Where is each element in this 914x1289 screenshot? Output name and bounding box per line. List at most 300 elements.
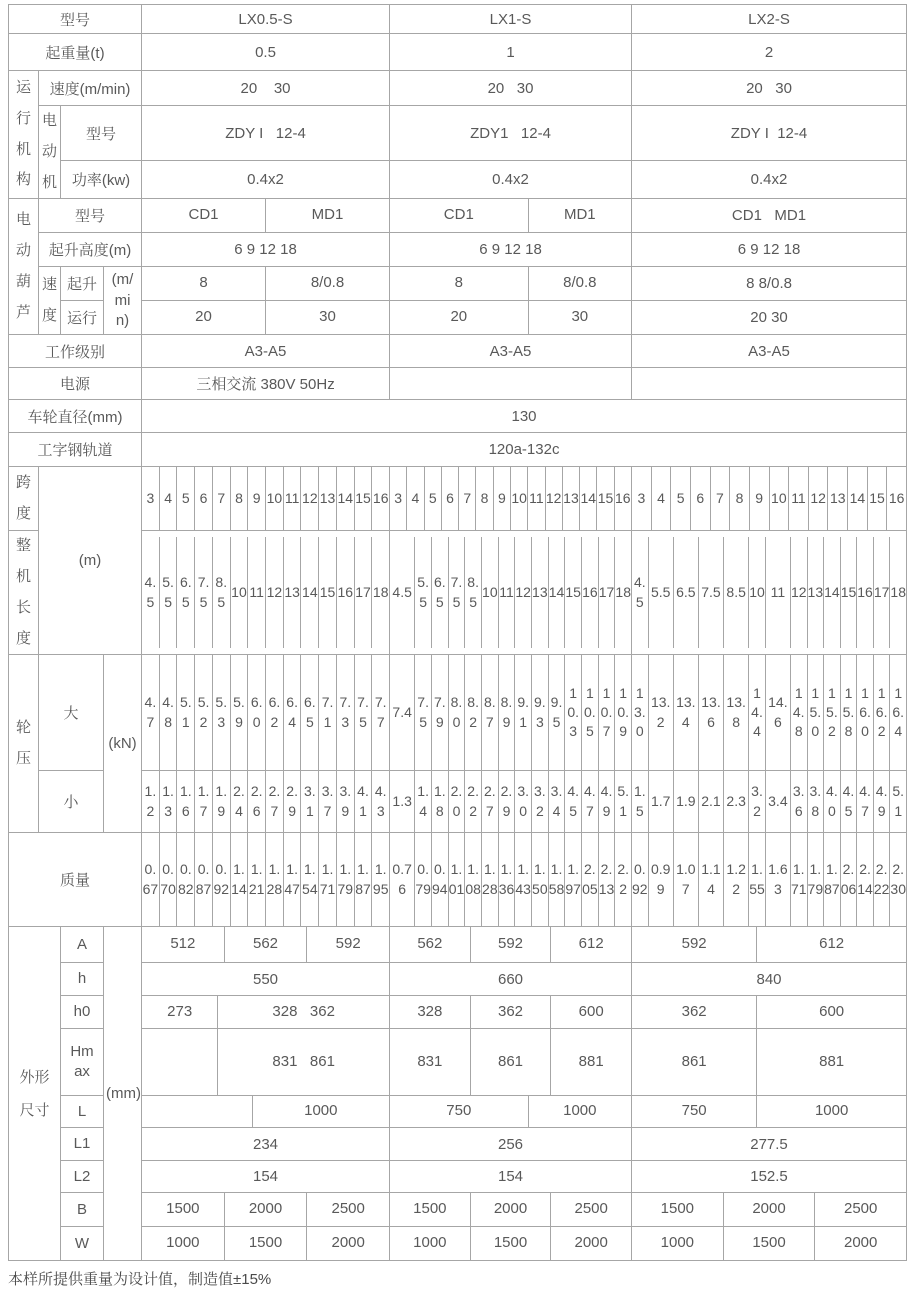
- cell: 600: [550, 996, 631, 1028]
- lengths-lx1: [390, 537, 631, 648]
- cell: 3.7: [318, 771, 336, 832]
- cell: 512: [170, 935, 196, 953]
- dim-L-lx05: [142, 1096, 389, 1127]
- label-motor-power: 功率(kw): [61, 161, 142, 199]
- label-dim-B: B: [61, 1193, 104, 1227]
- cell: 4.1: [354, 771, 372, 832]
- cell: 2.9: [283, 771, 301, 832]
- cell: 2.9: [498, 771, 515, 832]
- dim-L2-lx2: 152.5: [632, 1161, 907, 1193]
- cell: 6.0: [247, 655, 265, 770]
- cell: 3.8: [807, 771, 824, 832]
- cell: 2.0: [448, 771, 465, 832]
- cell: 17: [598, 537, 615, 648]
- hoist-travel-lx2: 20 30: [632, 301, 907, 335]
- cell: 4.5: [564, 771, 581, 832]
- cell: 3.0: [514, 771, 531, 832]
- dim-h-lx05: 550: [142, 963, 390, 996]
- label-motor-model: 型号: [61, 106, 142, 161]
- cell: 328 362: [217, 996, 389, 1028]
- label-hoist: 电动葫芦: [9, 199, 39, 335]
- cell: 2500: [306, 1193, 389, 1226]
- cell: 16.4: [889, 655, 906, 770]
- travel-speed-lx2: 20 30: [632, 71, 907, 106]
- power-supply-lx1: [390, 368, 632, 400]
- label-mm-unit: (mm): [104, 927, 142, 1261]
- label-m-unit: (m): [39, 467, 142, 655]
- dim-B-lx2: [632, 1193, 906, 1226]
- cell: 13.0: [633, 684, 646, 740]
- cell: 16: [614, 467, 631, 530]
- spec-table: [8, 4, 907, 1261]
- cell: [142, 1096, 252, 1127]
- cell: 4.3: [371, 771, 389, 832]
- cell: 6: [690, 467, 710, 530]
- cell: 17: [873, 537, 890, 648]
- dim-L-lx2: [632, 1096, 906, 1127]
- cell: 16: [581, 537, 598, 648]
- mass-lx1: [390, 833, 631, 926]
- cell: 750: [681, 1102, 707, 1120]
- wheel-max-lx05: [142, 655, 389, 770]
- capacity-lx2: 2: [632, 34, 907, 71]
- cell: 1.07: [673, 833, 698, 926]
- cell: MD1: [265, 199, 389, 232]
- cell: 13.6: [698, 655, 723, 770]
- power-supply-lx2: [632, 368, 907, 400]
- lengths-lx05: [142, 537, 389, 648]
- cell: 0.67: [142, 861, 159, 897]
- cell: 861: [681, 1052, 707, 1070]
- cell: 562: [224, 927, 307, 962]
- cell: 5: [670, 467, 690, 530]
- cell: CD1: [188, 206, 219, 224]
- cell: 10: [230, 537, 248, 648]
- cell: 592: [681, 935, 707, 953]
- cell: 8: [729, 467, 749, 530]
- cell: 8: [230, 467, 248, 530]
- cell: 15: [318, 537, 336, 648]
- dim-Hmax-lx2: [632, 1029, 906, 1095]
- label-dim-h0: h0: [61, 996, 104, 1029]
- cell: 1000: [660, 1234, 695, 1252]
- cell: 16.0: [856, 655, 873, 770]
- cell: 14.8: [790, 655, 807, 770]
- cell: 2.7: [265, 771, 283, 832]
- cell: 16: [856, 537, 873, 648]
- label-wheel-pressure-max: 大: [39, 655, 104, 771]
- cell: 9: [247, 467, 265, 530]
- cell: 10: [748, 537, 765, 648]
- dim-W-lx05: [142, 1227, 389, 1260]
- cell: 5: [176, 467, 194, 530]
- cell: 4.7: [856, 771, 873, 832]
- cell: 12: [808, 467, 828, 530]
- cell: 4.9: [873, 771, 890, 832]
- label-mass: 质量: [9, 833, 142, 927]
- cell: 3.9: [336, 771, 354, 832]
- cell: 2.7: [481, 771, 498, 832]
- cell: 2.13: [598, 833, 615, 926]
- capacity-lx05: 0.5: [142, 34, 390, 71]
- cell: 1.8: [431, 771, 448, 832]
- cell: 1.9: [673, 771, 698, 832]
- cell: 10: [510, 467, 527, 530]
- cell: 2.1: [698, 771, 723, 832]
- cell: 1.22: [723, 833, 748, 926]
- spans-lx2: [632, 467, 906, 530]
- cell: 6.4: [283, 655, 301, 770]
- cell: 0.99: [648, 833, 673, 926]
- cell: 1.87: [354, 833, 372, 926]
- label-lifting-height: 起升高度(m): [39, 233, 142, 267]
- cell: 12: [300, 467, 318, 530]
- cell: 1.14: [698, 833, 723, 926]
- cell: 831: [417, 1052, 443, 1070]
- cell: 8.5: [723, 537, 748, 648]
- cell: 4.5: [633, 574, 646, 610]
- cell: 30: [265, 301, 389, 334]
- cell: 7.3: [336, 655, 354, 770]
- cell: 1.21: [247, 833, 265, 926]
- label-hoist-speed: 速度: [39, 267, 61, 335]
- cell: 13: [283, 537, 301, 648]
- cell: 8.2: [464, 655, 481, 770]
- cell: 5.1: [614, 771, 631, 832]
- cell: 16: [371, 467, 389, 530]
- cell: 5.9: [230, 655, 248, 770]
- cell: 15.0: [807, 655, 824, 770]
- cell: 1.08: [464, 833, 481, 926]
- cell: 9.3: [531, 655, 548, 770]
- cell: 12: [545, 467, 562, 530]
- cell: 17: [354, 537, 372, 648]
- cell: 0.94: [431, 833, 448, 926]
- rail-value: 120a-132c: [142, 433, 907, 467]
- cell: 4.5: [840, 771, 857, 832]
- cell: 1.9: [212, 771, 230, 832]
- cell: 1.7: [194, 771, 212, 832]
- motor-power-lx05: 0.4x2: [142, 161, 390, 199]
- power-supply-lx05: 三相交流 380V 50Hz: [142, 368, 390, 400]
- label-span: 跨度: [9, 467, 39, 531]
- label-dim-L2: L2: [61, 1161, 104, 1193]
- cell: 12: [265, 537, 283, 648]
- cell: 7.4: [392, 704, 412, 721]
- cell: 3: [394, 490, 403, 507]
- cell: 2.30: [889, 833, 906, 926]
- cell: 1500: [660, 1200, 695, 1218]
- cell: 1000: [166, 1234, 200, 1252]
- cell: 13.8: [723, 655, 748, 770]
- label-dim-A: A: [61, 927, 104, 963]
- cell: 15: [840, 537, 857, 648]
- page: [0, 4, 914, 1289]
- cell: 4: [651, 467, 671, 530]
- cell: 1.63: [765, 833, 790, 926]
- cell: 5.2: [194, 655, 212, 770]
- cell: 273: [167, 1002, 193, 1020]
- cell: 13.4: [673, 655, 698, 770]
- cell: 1.54: [300, 833, 318, 926]
- cell: 13: [531, 537, 548, 648]
- cell: 6.2: [265, 655, 283, 770]
- dim-L2-lx1: 154: [390, 1161, 632, 1193]
- cell: 3.2: [531, 771, 548, 832]
- cell: 1.79: [807, 833, 824, 926]
- motor-model-lx2: ZDY I 12-4: [632, 106, 907, 161]
- cell: 1.3: [392, 793, 412, 810]
- cell: 16: [886, 467, 906, 530]
- cell: 16: [336, 537, 354, 648]
- cell: 5.3: [212, 655, 230, 770]
- dim-L2-lx05: 154: [142, 1161, 390, 1193]
- cell: 8: [475, 467, 492, 530]
- lifting-height-lx05: 6 9 12 18: [142, 233, 390, 267]
- label-power: 电源: [9, 368, 142, 400]
- cell: 1.50: [531, 833, 548, 926]
- label-dim-Hmax: Hmax: [61, 1029, 104, 1096]
- hoist-travel-lx1: [390, 301, 631, 334]
- label-capacity: 起重量(t): [9, 34, 142, 71]
- cell: 3: [146, 490, 155, 507]
- cell: 2000: [723, 1193, 815, 1226]
- wheel-min-lx05: [142, 771, 389, 832]
- cell: 18: [889, 537, 906, 648]
- cell: 8: [454, 274, 463, 292]
- lifting-height-lx1: 6 9 12 18: [390, 233, 632, 267]
- hoist-models-lx1: [390, 199, 631, 232]
- cell: 2.14: [856, 833, 873, 926]
- cell: 1.79: [336, 833, 354, 926]
- cell: [142, 1029, 217, 1095]
- cell: 1.71: [790, 833, 807, 926]
- cell: 8.7: [481, 655, 498, 770]
- label-dim-h: h: [61, 963, 104, 996]
- cell: 6.5: [176, 537, 194, 648]
- cell: 13.2: [648, 655, 673, 770]
- cell: 8/0.8: [265, 267, 389, 300]
- label-kn-unit: (kN): [104, 655, 142, 833]
- dim-h-lx2: 840: [632, 963, 907, 996]
- label-lifting: 起升: [61, 267, 104, 301]
- cell: 1.43: [514, 833, 531, 926]
- dim-h0-lx05: [142, 996, 389, 1028]
- cell: 8.5: [464, 537, 481, 648]
- dim-B-lx1: [390, 1193, 631, 1226]
- cell: 12: [514, 537, 531, 648]
- dim-L1-lx05: 234: [142, 1128, 390, 1161]
- cell: 2.2: [464, 771, 481, 832]
- lifting-speeds-lx05: [142, 267, 389, 300]
- cell: 12: [790, 537, 807, 648]
- travel-speed-lx1: 20 30: [390, 71, 632, 106]
- cell: 13: [318, 467, 336, 530]
- label-wheel-pressure: 轮压: [9, 655, 39, 833]
- label-hoist-model: 型号: [39, 199, 142, 233]
- hoist-travel-lx05: [142, 301, 389, 334]
- cell: CD1: [443, 206, 474, 224]
- cell: 0.79: [414, 833, 431, 926]
- cell: 0.92: [632, 861, 648, 897]
- cell: 2000: [550, 1227, 631, 1260]
- cell: 362: [681, 1002, 707, 1020]
- cell: 0.76: [392, 861, 412, 897]
- motor-power-lx2: 0.4x2: [632, 161, 907, 199]
- label-rail: 工字钢轨道: [9, 433, 142, 467]
- label-travel-speed: 速度(m/min): [39, 71, 142, 106]
- cell: 1500: [723, 1227, 815, 1260]
- cell: 612: [756, 927, 906, 962]
- cell: 7.7: [371, 655, 389, 770]
- cell: 1500: [413, 1200, 447, 1218]
- cell: 3.6: [790, 771, 807, 832]
- cell: 1.47: [283, 833, 301, 926]
- model-name-lx1: LX1-S: [390, 5, 632, 34]
- cell: 4.7: [144, 694, 157, 730]
- dim-A-lx05: [142, 927, 389, 962]
- cell: 600: [756, 996, 906, 1028]
- label-running: 运行: [61, 301, 104, 335]
- label-dim-L: L: [61, 1096, 104, 1128]
- cell: 1.2: [144, 783, 157, 819]
- cell: 14: [548, 537, 565, 648]
- cell: 6: [441, 467, 458, 530]
- label-m-min-unit: (m/min): [104, 267, 142, 335]
- cell: 2000: [814, 1227, 906, 1260]
- cell: 11: [498, 537, 515, 648]
- dim-B-lx05: [142, 1193, 389, 1226]
- cell: 14: [300, 537, 318, 648]
- cell: 9.1: [514, 655, 531, 770]
- label-wheel-diameter: 车轮直径(mm): [9, 400, 142, 433]
- cell: 328: [417, 1002, 443, 1020]
- model-name-lx2: LX2-S: [632, 5, 907, 34]
- cell: 1000: [528, 1096, 631, 1127]
- cell: 612: [550, 927, 631, 962]
- cell: 1.58: [548, 833, 565, 926]
- dim-L1-lx1: 256: [390, 1128, 632, 1161]
- cell: 8/0.8: [528, 267, 631, 300]
- spans-lx05: [142, 467, 389, 530]
- cell: 15: [596, 467, 613, 530]
- cell: 6.5: [300, 655, 318, 770]
- label-travel-mechanism: 运行机构: [9, 71, 39, 199]
- cell: 3.4: [765, 771, 790, 832]
- cell: 10.9: [614, 655, 631, 770]
- cell: 8: [199, 274, 208, 292]
- cell: 4.8: [159, 655, 177, 770]
- cell: 831 861: [217, 1029, 389, 1095]
- cell: 1.55: [748, 833, 765, 926]
- cell: 20: [450, 308, 468, 326]
- cell: 2500: [814, 1193, 906, 1226]
- cell: 7.5: [354, 655, 372, 770]
- cell: 14: [579, 467, 596, 530]
- label-machine-length: 整机长度: [9, 531, 39, 655]
- cell: 7: [458, 467, 475, 530]
- cell: 5.5: [159, 537, 177, 648]
- cell: 2.4: [230, 771, 248, 832]
- cell: 592: [470, 927, 551, 962]
- cell: 2.05: [581, 833, 598, 926]
- label-work-class: 工作级别: [9, 335, 142, 368]
- lifting-height-lx2: 6 9 12 18: [632, 233, 907, 267]
- cell: 18: [371, 537, 389, 648]
- cell: 2.22: [873, 833, 890, 926]
- cell: 4.5: [144, 574, 157, 610]
- motor-model-lx1: ZDY1 12-4: [390, 106, 632, 161]
- lifting-speeds-lx2: 8 8/0.8: [632, 267, 907, 301]
- cell: 1.01: [448, 833, 465, 926]
- cell: 15.2: [823, 655, 840, 770]
- cell: 5: [424, 467, 441, 530]
- cell: 15: [867, 467, 887, 530]
- dim-W-lx1: [390, 1227, 631, 1260]
- cell: MD1: [528, 199, 631, 232]
- cell: 7.5: [698, 537, 723, 648]
- cell: 0.92: [212, 833, 230, 926]
- hoist-models-lx05: [142, 199, 389, 232]
- cell: 4.7: [581, 771, 598, 832]
- cell: 11: [247, 537, 265, 648]
- work-class-lx2: A3-A5: [632, 335, 907, 368]
- lengths-lx2: [632, 537, 906, 648]
- dim-A-lx2: [632, 927, 906, 962]
- cell: 20: [195, 308, 212, 326]
- cell: 1.71: [318, 833, 336, 926]
- cell: 1.28: [481, 833, 498, 926]
- cell: 4.5: [392, 584, 412, 601]
- travel-speed-lx05: 20 30: [142, 71, 390, 106]
- label-dim-L1: L1: [61, 1128, 104, 1161]
- cell: 14: [823, 537, 840, 648]
- cell: 1500: [166, 1200, 200, 1218]
- cell: 10: [769, 467, 789, 530]
- cell: 4: [406, 467, 423, 530]
- cell: 3: [637, 490, 646, 507]
- cell: 750: [446, 1102, 472, 1120]
- wheel-max-lx1: [390, 655, 631, 770]
- cell: 5.5: [648, 537, 673, 648]
- cell: 13: [827, 467, 847, 530]
- motor-power-lx1: 0.4x2: [390, 161, 632, 199]
- cell: 7.1: [318, 655, 336, 770]
- cell: 592: [306, 927, 389, 962]
- cell: 10.7: [598, 655, 615, 770]
- cell: 15: [564, 537, 581, 648]
- cell: 14.6: [765, 655, 790, 770]
- cell: 10.3: [564, 655, 581, 770]
- cell: 11: [788, 467, 808, 530]
- cell: 10.5: [581, 655, 598, 770]
- cell: 5.1: [889, 771, 906, 832]
- mass-lx05: [142, 833, 389, 926]
- dim-h0-lx2: [632, 996, 906, 1028]
- cell: 1.3: [159, 771, 177, 832]
- cell: 1500: [224, 1227, 307, 1260]
- cell: 6: [194, 467, 212, 530]
- cell: 11: [283, 467, 301, 530]
- cell: 11: [765, 537, 790, 648]
- cell: 2.06: [840, 833, 857, 926]
- cell: 562: [417, 935, 443, 953]
- cell: 18: [614, 537, 631, 648]
- cell: 881: [550, 1029, 631, 1095]
- cell: 11: [527, 467, 544, 530]
- cell: 30: [528, 301, 631, 334]
- wheel-max-lx2: [632, 655, 906, 770]
